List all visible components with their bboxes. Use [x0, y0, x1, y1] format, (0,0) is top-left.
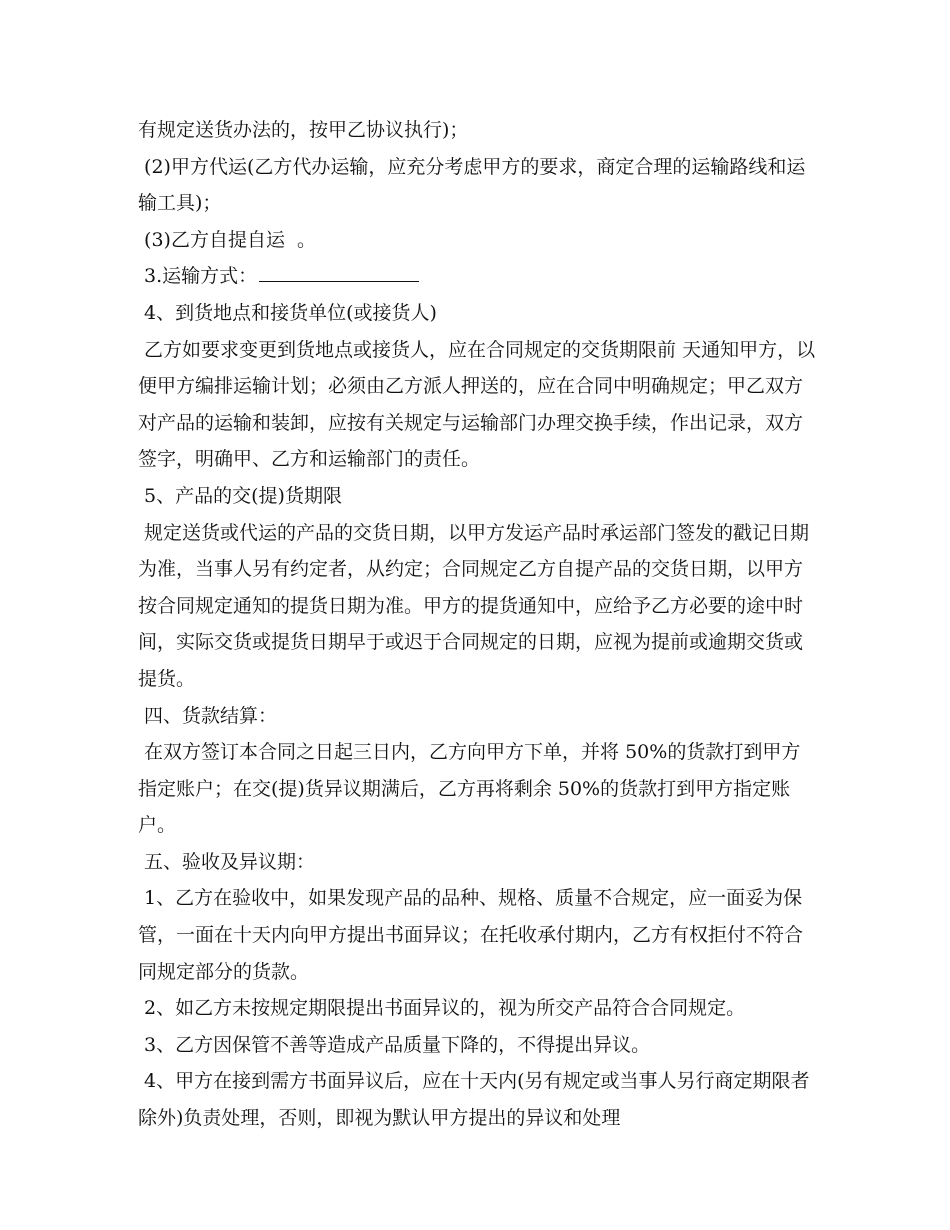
- document-body: [138, 112, 818, 1137]
- paragraph-7: 5、产品的交(提)货期限: [138, 484, 342, 507]
- paragraph-5: 4、到货地点和接货单位(或接货人): [138, 301, 437, 324]
- paragraph-9: 四、货款结算：: [138, 704, 278, 727]
- paragraph-12: 1、乙方在验收中，如果发现产品的品种、规格、质量不合规定，应一面妥为保管，一面在十天内向甲方提出书面异议；在托收承付期内，乙方有权拒付不符合同规定部分的货款。: [138, 887, 804, 983]
- transport-method-blank: [259, 280, 419, 282]
- paragraph-6: 乙方如要求变更到货地点或接货人，应在合同规定的交货期限前 天通知甲方，以便甲方编排运输计划；必须由乙方派人押送的，应在合同中明确规定；甲乙双方对产品的运输和装卸，应按有关规定与运输部门办理交换手续，作出记录，双方签字，明确甲、乙方和运输部门的责任。: [138, 338, 816, 471]
- paragraph-11: 五、验收及异议期：: [138, 850, 316, 873]
- transport-method-label: 3.运输方式：: [138, 265, 258, 288]
- paragraph-13: 2、如乙方未按规定期限提出书面异议的，视为所交产品符合合同规定。: [138, 997, 746, 1020]
- paragraph-1: 有规定送货办法的，按甲乙协议执行)；: [138, 119, 469, 141]
- paragraph-8: 规定送货或代运的产品的交货日期，以甲方发运产品时承运部门签发的戳记日期为准，当事人另有约定者，从约定；合同规定乙方自提产品的交货日期，以甲方按合同规定通知的提货日期为准。甲方的提货通知中，应给予乙方必要的途中时间，实际交货或提货日期早于或迟于合同规定的日期，应视为提前或逾期交货或提货。: [138, 521, 810, 690]
- paragraph-14: 3、乙方因保管不善等造成产品质量下降的，不得提出异议。: [138, 1033, 651, 1056]
- paragraph-15: 4、甲方在接到需方书面异议后，应在十天内(另有规定或当事人另行商定期限者除外)负责处理，否则，即视为默认甲方提出的异议和处理: [138, 1070, 810, 1130]
- paragraph-4: [138, 258, 818, 295]
- paragraph-2: (2)甲方代运(乙方代办运输，应充分考虑甲方的要求，商定合理的运输路线和运输工具)；: [138, 155, 806, 215]
- paragraph-3: (3)乙方自提自运 。: [138, 228, 317, 251]
- paragraph-10: 在双方签订本合同之日起三日内，乙方向甲方下单，并将 50%的货款打到甲方指定账户；在交(提)货异议期满后，乙方再将剩余 50%的货款打到甲方指定账户。: [138, 741, 801, 837]
